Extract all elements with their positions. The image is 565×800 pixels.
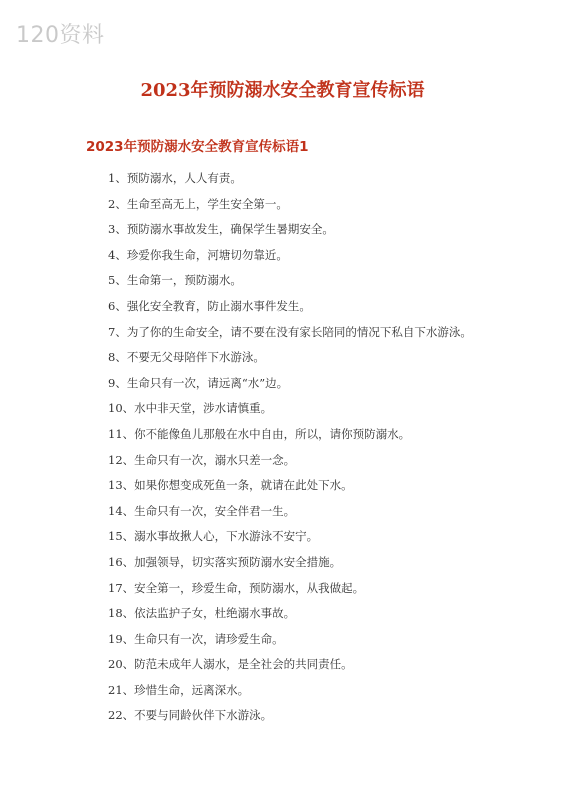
item-number: 11、 bbox=[108, 426, 135, 441]
item-text: 你不能像鱼儿那般在水中自由，所以，请你预防溺水。 bbox=[134, 426, 411, 441]
list-item bbox=[108, 603, 472, 629]
item-number: 15、 bbox=[108, 529, 135, 544]
item-text: 生命第一，预防溺水。 bbox=[126, 273, 242, 288]
slogan-list bbox=[108, 168, 472, 731]
item-text: 预防溺水，人人有责。 bbox=[126, 171, 242, 185]
list-item bbox=[108, 194, 472, 220]
item-number: 2、 bbox=[108, 196, 127, 211]
item-number: 14、 bbox=[108, 503, 135, 518]
watermark-logo: 120资料 bbox=[16, 23, 105, 48]
item-number: 19、 bbox=[108, 631, 135, 646]
item-text: 不要无父母陪伴下水游泳。 bbox=[126, 350, 265, 365]
list-item bbox=[108, 270, 472, 296]
item-number: 1、 bbox=[108, 171, 127, 185]
list-item bbox=[108, 705, 472, 731]
list-item bbox=[108, 347, 472, 373]
item-number: 10、 bbox=[108, 401, 135, 416]
item-text: 依法监护子女，杜绝溺水事故。 bbox=[134, 606, 296, 621]
list-item bbox=[108, 373, 472, 399]
list-item bbox=[108, 450, 472, 476]
item-number: 21、 bbox=[108, 682, 135, 697]
list-item bbox=[108, 424, 472, 450]
list-item bbox=[108, 168, 472, 194]
item-number: 16、 bbox=[108, 554, 135, 569]
item-number: 22、 bbox=[108, 708, 135, 723]
item-text: 生命只有一次，请远离“水”边。 bbox=[126, 375, 289, 390]
item-text: 生命只有一次，请珍爱生命。 bbox=[134, 631, 284, 646]
list-item bbox=[108, 501, 472, 527]
list-item bbox=[108, 629, 472, 655]
list-item bbox=[108, 245, 472, 271]
item-number: 17、 bbox=[108, 580, 135, 595]
item-number: 13、 bbox=[108, 478, 135, 493]
item-text: 珍惜生命，远离深水。 bbox=[134, 682, 250, 697]
item-number: 7、 bbox=[108, 324, 127, 339]
item-text: 预防溺水事故发生，确保学生暑期安全。 bbox=[126, 222, 334, 237]
list-item bbox=[108, 578, 472, 604]
list-item bbox=[108, 219, 472, 245]
list-item bbox=[108, 475, 472, 501]
item-text: 加强领导，切实落实预防溺水安全措施。 bbox=[134, 554, 342, 569]
item-text: 溺水事故揪人心，下水游泳不安宁。 bbox=[134, 529, 319, 544]
document-title: 2023年预防溺水安全教育宣传标语 bbox=[140, 80, 425, 101]
item-number: 3、 bbox=[108, 222, 127, 237]
item-text: 强化安全教育，防止溺水事件发生。 bbox=[126, 298, 311, 313]
item-number: 5、 bbox=[108, 273, 127, 288]
item-text: 如果你想变成死鱼一条，就请在此处下水。 bbox=[134, 478, 353, 493]
item-text: 不要与同龄伙伴下水游泳。 bbox=[134, 708, 273, 723]
item-number: 18、 bbox=[108, 606, 135, 621]
list-item bbox=[108, 398, 472, 424]
list-item bbox=[108, 322, 472, 348]
list-item bbox=[108, 654, 472, 680]
list-item bbox=[108, 552, 472, 578]
item-text: 生命只有一次，溺水只差一念。 bbox=[134, 452, 296, 467]
item-number: 6、 bbox=[108, 298, 127, 313]
item-text: 水中非天堂，涉水请慎重。 bbox=[134, 401, 273, 416]
item-number: 12、 bbox=[108, 452, 135, 467]
list-item bbox=[108, 296, 472, 322]
list-item bbox=[108, 680, 472, 706]
item-text: 珍爱你我生命，河塘切勿靠近。 bbox=[126, 247, 288, 262]
item-number: 4、 bbox=[108, 247, 127, 262]
item-number: 20、 bbox=[108, 657, 135, 672]
section-title: 2023年预防溺水安全教育宣传标语1 bbox=[86, 139, 309, 155]
item-number: 8、 bbox=[108, 350, 127, 365]
item-text: 生命至高无上，学生安全第一。 bbox=[126, 196, 288, 211]
item-number: 9、 bbox=[108, 375, 127, 390]
item-text: 生命只有一次，安全伴君一生。 bbox=[134, 503, 296, 518]
item-text: 安全第一，珍爱生命，预防溺水，从我做起。 bbox=[134, 580, 365, 595]
item-text: 防范未成年人溺水，是全社会的共同责任。 bbox=[134, 657, 353, 672]
list-item bbox=[108, 526, 472, 552]
item-text: 为了你的生命安全，请不要在没有家长陪同的情况下私自下水游泳。 bbox=[126, 324, 472, 339]
